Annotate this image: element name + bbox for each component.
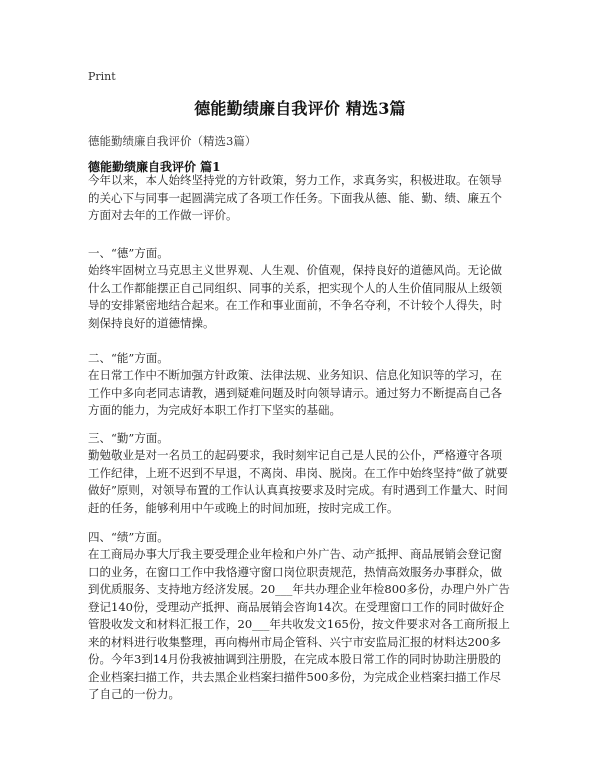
ji-paragraph: 在工商局办事大厅我主要受理企业年检和户外广告、动产抵押、商品展销会登记窗口的业务，在窗口工作中我恪遵守窗口岗位职责规范，热情高效服务办事群众，做到优质服务、支持地方经济发展。20___年共办理企业年检800多份，办理户外广告登记140份，受理动产抵押、商品展销会咨询14次。在受理窗口工作的同时做好企管股收发文和材料汇报工作，20___年共收发文165份，按文件要求对各工商所报上来的材料进行收集整理，再向梅州市局企管科、兴宁市安监局汇报的材料达200多份。今年3到14月份我被抽调到注册股，在完成本股日常工作的同时协助注册股的企业档案扫描工作，共去黑企业档案扫描件500多份，为完成企业档案扫描工作尽了自己的一份力。 (88, 547, 510, 701)
page-title: 德能勤绩廉自我评价 精选3篇 (194, 99, 406, 118)
ji-heading: 四、“绩”方面。 (88, 530, 169, 544)
document-subtitle: 德能勤绩廉自我评价（精选3篇） (88, 134, 257, 148)
section-title: 德能勤绩廉自我评价 篇1 (88, 160, 221, 174)
de-paragraph: 始终牢固树立马克思主义世界观、人生观、价值观，保持良好的道德风尚。无论做什么工作都能摆正自己同组织、同事的关系，把实现个人的人生价值同服从上级领导的安排紧密地结合起来。在工作和事业面前，不争名夺利，不计较个人得失，时刻保持良好的道德情操。 (88, 263, 502, 330)
neng-heading: 二、“能”方面。 (88, 351, 169, 365)
de-heading: 一、“德”方面。 (88, 246, 169, 260)
qin-heading: 三、“勤”方面。 (88, 431, 169, 445)
qin-paragraph: 勤勉敬业是对一名员工的起码要求，我时刻牢记自己是人民的公仆，严格遵守各项工作纪律，上班不迟到不早退，不离岗、串岗、脱岗。在工作中始终坚持“做了就要做好”原则，对领导布置的工作认认真真按要求及时完成。有时遇到工作量大、时间赶的任务，能够利用中午或晚上的时间加班，按时完成工作。 (88, 448, 508, 515)
print-label[interactable]: Print (88, 70, 116, 83)
neng-paragraph: 在日常工作中不断加强方针政策、法律法规、业务知识、信息化知识等的学习，在工作中多向老同志请教，遇到疑难问题及时向领导请示。通过努力不断提高自己各方面的能力，为完成好本职工作打下坚实的基础。 (88, 368, 502, 417)
intro-paragraph: 今年以来，本人始终坚持党的方针政策，努力工作，求真务实，积极进取。在领导的关心下与同事一起圆满完成了各项工作任务。下面我从德、能、勤、绩、廉五个方面对去年的工作做一评价。 (88, 173, 502, 222)
